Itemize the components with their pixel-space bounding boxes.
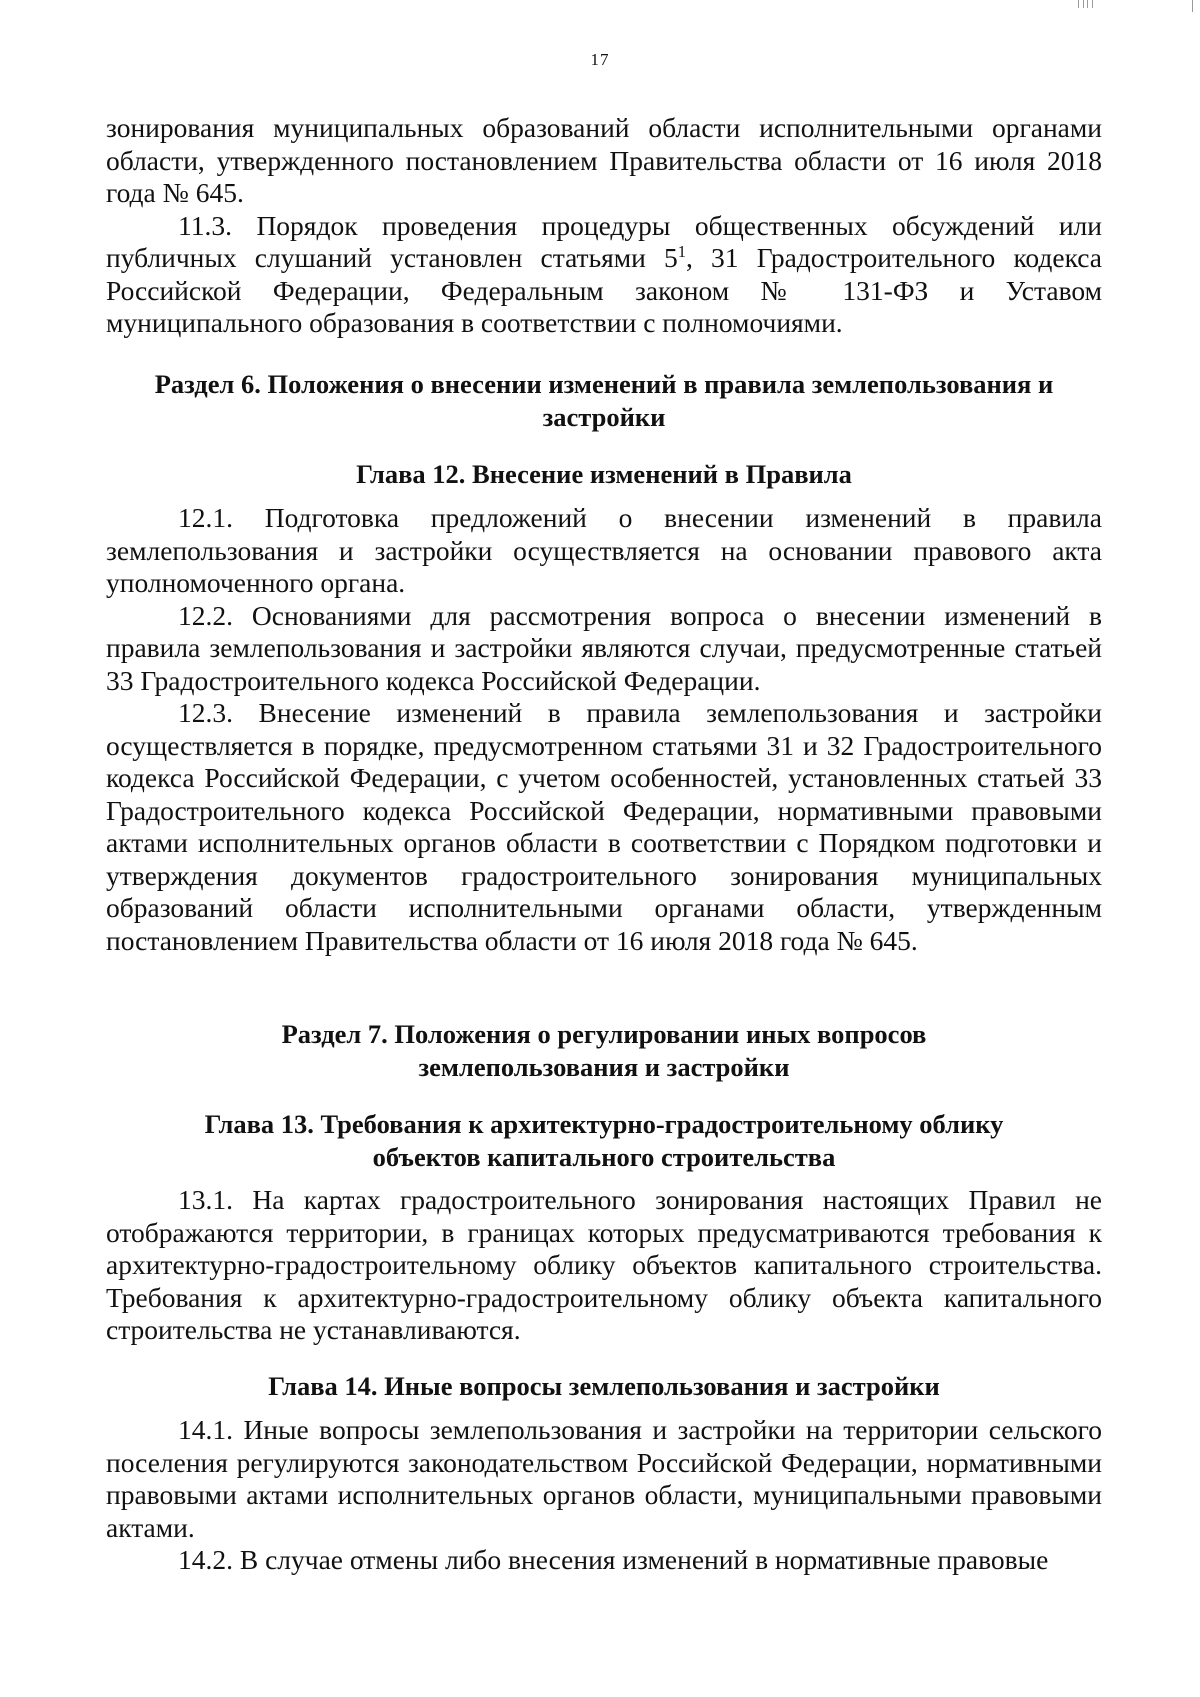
paragraph-11-3 bbox=[106, 210, 1102, 340]
section-7-heading-line2: землепользования и застройки bbox=[418, 1051, 790, 1082]
text-block-chapter-13 bbox=[106, 1184, 1102, 1347]
section-7-heading bbox=[106, 1018, 1102, 1083]
paragraph-continuation: зонирования муниципальных образований области исполнительными органами области, утвержденного постановлением Правительства области от 16 июля 2018 года № 645. bbox=[106, 112, 1102, 208]
text-block-top bbox=[106, 112, 1102, 340]
paragraph-11-3-part-b: , 31 Градостроительного кодекса Российской Федерации, Федеральным законом № 131-ФЗ и Уставом муниципального образования в соответствии с полномочиями. bbox=[106, 242, 1102, 338]
chapter-13-heading bbox=[106, 1108, 1102, 1173]
paragraph-14-1: 14.1. Иные вопросы землепользования и застройки на территории сельского поселения регулируются законодательством Российской Федерации, нормативными правовыми актами исполнительных органов области, муниципальными правовыми актами. bbox=[106, 1414, 1102, 1543]
text-block-chapter-14 bbox=[106, 1414, 1102, 1577]
chapter-13-heading-line1: Глава 13. Требования к архитектурно-градостроительному облику bbox=[204, 1109, 1004, 1139]
section-6-heading bbox=[106, 368, 1102, 433]
section-7-heading-line1: Раздел 7. Положения о регулировании иных вопросов bbox=[281, 1019, 927, 1049]
chapter-14-heading: Глава 14. Иные вопросы землепользования и застройки bbox=[268, 1371, 940, 1401]
paragraph-13-1: 13.1. На картах градостроительного зонирования настоящих Правил не отображаются территории, в границах которых предусматриваются требования к архитектурно-градостроительному облику объектов капитального строительства. Требования к архитектурно-градостроительному облику объекта капитального строительства не устанавливаются. bbox=[106, 1184, 1102, 1345]
superscript-1: 1 bbox=[677, 241, 687, 261]
paragraph-14-2: 14.2. В случае отмены либо внесения изменений в нормативные правовые bbox=[178, 1544, 1049, 1575]
paragraph-12-3: 12.3. Внесение изменений в правила землепользования и застройки осуществляется в порядке, предусмотренном статьями 31 и 32 Градостроительного кодекса Российской Федерации, с учетом особенностей, установленных статьей 33 Градостроительного кодекса Российской Федерации, нормативными правовыми актами исполнительных органов области в соответствии с Порядком подготовки и утверждения документов градостроительного зонирования муниципальных образований области исполнительными органами области, утвержденным постановлением Правительства области от 16 июля 2018 года № 645. bbox=[106, 697, 1102, 956]
section-6-heading-line1: Раздел 6. Положения о внесении изменений в правила землепользования и bbox=[154, 369, 1054, 399]
paragraph-11-3-part-a: 11.3. Порядок проведения процедуры общественных обсуждений или публичных слушаний установлен статьями 5 bbox=[106, 209, 1102, 273]
paragraph-12-1: 12.1. Подготовка предложений о внесении изменений в правила землепользования и застройки осуществляется на основании правового акта уполномоченного органа. bbox=[106, 502, 1102, 598]
chapter-12-heading: Глава 12. Внесение изменений в Правила bbox=[356, 459, 852, 489]
scan-artifact-marks bbox=[1040, 0, 1200, 12]
page-number: 17 bbox=[590, 50, 610, 69]
section-6-heading-line2: застройки bbox=[542, 401, 666, 432]
paragraph-12-2: 12.2. Основаниями для рассмотрения вопроса о внесении изменений в правила землепользования и застройки являются случаи, предусмотренные статьей 33 Градостроительного кодекса Российской Федерации. bbox=[106, 599, 1102, 696]
chapter-13-heading-line2: объектов капитального строительства bbox=[372, 1141, 836, 1172]
text-block-chapter-12 bbox=[106, 502, 1102, 957]
